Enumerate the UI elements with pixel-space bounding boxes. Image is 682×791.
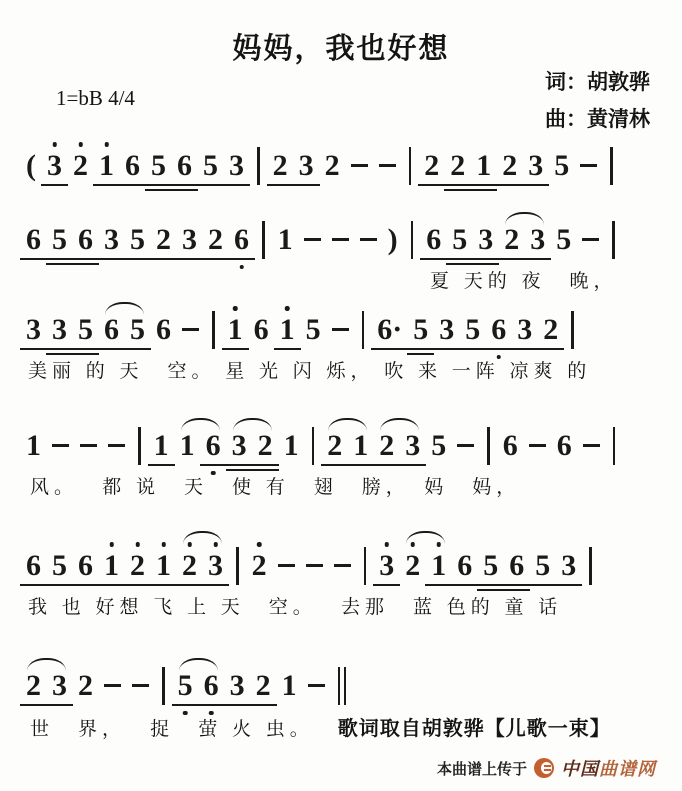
slur-group — [178, 671, 219, 701]
duration-dash — [308, 684, 325, 687]
note: 5 — [52, 225, 67, 255]
underline — [446, 263, 473, 265]
underline — [197, 184, 224, 186]
note: 5 — [203, 151, 218, 181]
lyrics-line-5 — [26, 592, 666, 620]
underline — [470, 189, 497, 191]
barline — [257, 147, 260, 185]
underline — [555, 584, 582, 586]
lyrics-text: 风。 都 说 天 使 有 翅 膀， 妈 妈， — [30, 477, 521, 498]
underline — [226, 464, 253, 466]
barline — [262, 221, 265, 259]
slur-group — [405, 551, 446, 581]
slur-group — [327, 431, 368, 461]
underline — [176, 584, 203, 586]
note: 6 — [426, 225, 441, 255]
note: 3 — [561, 551, 576, 581]
note: 3 — [104, 225, 119, 255]
underline — [444, 189, 471, 191]
underline — [407, 353, 434, 355]
note: 6 — [253, 313, 269, 346]
octave-dot-above — [285, 306, 290, 311]
underline — [46, 353, 73, 355]
underline — [72, 348, 99, 350]
note: 2 — [26, 671, 41, 701]
underline — [176, 258, 203, 260]
underline — [252, 469, 279, 471]
note: 6 — [104, 315, 119, 345]
lyrics-line-4 — [26, 472, 666, 500]
note: 6 — [234, 225, 249, 255]
octave-dot-above — [187, 542, 192, 547]
underline — [150, 584, 177, 586]
barline — [571, 311, 574, 349]
lyrics-text: 世 界， 捉 萤 火 虫。 — [30, 719, 314, 740]
duration-dash — [278, 564, 295, 567]
note: 3 — [405, 431, 420, 461]
underline — [148, 464, 175, 466]
underline — [72, 258, 99, 260]
underline — [200, 464, 227, 466]
note: 1 — [26, 429, 41, 462]
site-name-light: 曲谱网 — [599, 759, 656, 779]
music-line-1 — [26, 144, 666, 188]
note: 3 — [478, 225, 493, 255]
note: 1 — [280, 315, 295, 345]
score-area — [26, 144, 666, 740]
underline — [274, 348, 301, 350]
note: 5 — [130, 315, 145, 345]
note: 2 — [208, 225, 223, 255]
lyrics-source-credit: 歌词取自胡敦骅【儿歌一束】 — [337, 718, 611, 740]
note: 3 — [47, 151, 62, 181]
octave-dot-below — [209, 711, 214, 716]
barline — [610, 147, 613, 185]
barline — [362, 311, 365, 349]
note: 2 — [405, 551, 420, 581]
note: 3 — [517, 315, 532, 345]
underline — [477, 584, 504, 586]
note: 1 — [476, 151, 491, 181]
underline — [459, 348, 486, 350]
octave-dot-below — [496, 355, 501, 360]
duration-dash — [582, 238, 599, 241]
underline — [223, 184, 250, 186]
slur-group — [379, 431, 420, 461]
final-barline — [338, 667, 346, 705]
note: 6 — [204, 671, 219, 701]
note: 3 — [52, 315, 67, 345]
underline — [472, 263, 499, 265]
note: 5 — [556, 223, 572, 256]
note: 6 — [156, 313, 171, 346]
slur-group — [504, 225, 545, 255]
note: 3 — [439, 315, 454, 345]
lyrics-line-2 — [26, 266, 666, 294]
note: 3 — [528, 151, 543, 181]
underline — [145, 189, 172, 191]
note: 6 — [125, 151, 140, 181]
lyrics-line-3 — [26, 356, 666, 384]
lyrics-line-6 — [26, 712, 666, 740]
note: 1 — [99, 151, 114, 181]
note: ) — [387, 223, 398, 256]
note: 2 — [130, 551, 145, 581]
octave-dot-above — [52, 142, 57, 147]
underline — [399, 464, 426, 466]
song-title: 妈妈，我也好想 — [232, 33, 450, 65]
note: 6 — [556, 429, 572, 462]
note: 1 — [353, 431, 368, 461]
duration-dash — [52, 444, 69, 447]
underline — [171, 184, 198, 186]
barline — [212, 311, 215, 349]
note: 2 — [424, 151, 439, 181]
note: 1 — [283, 429, 299, 462]
underline — [46, 348, 73, 350]
underline — [267, 184, 294, 186]
octave-dot-above — [213, 542, 218, 547]
note: 6 — [491, 315, 506, 345]
underline — [20, 584, 47, 586]
octave-dot-below — [211, 471, 216, 476]
note: 2 — [252, 551, 267, 581]
note: 6 — [26, 551, 41, 581]
octave-dot-above — [78, 142, 83, 147]
note: 5 — [305, 313, 321, 346]
underline — [72, 353, 99, 355]
lyrics-text: 美丽 的 天 空。 星 光 闪 烁， 吹 来 一阵 凉爽 的 — [28, 361, 592, 382]
site-name — [561, 755, 656, 781]
underline — [433, 348, 460, 350]
octave-dot-above — [161, 542, 166, 547]
note: 3 — [26, 315, 41, 345]
octave-dot-above — [384, 542, 389, 547]
note: 2 — [450, 151, 465, 181]
barline — [612, 221, 615, 259]
octave-dot-above — [104, 142, 109, 147]
note: 5 — [535, 551, 550, 581]
underline — [498, 258, 525, 260]
underline — [98, 258, 125, 260]
note: 5 — [554, 149, 570, 182]
underline — [503, 589, 530, 591]
underline — [46, 258, 73, 260]
site-name-dark: 中国 — [561, 759, 599, 779]
underline — [446, 258, 473, 260]
note: 6· — [377, 315, 402, 345]
octave-dot-below — [183, 711, 188, 716]
duration-dash — [108, 444, 125, 447]
note: 1 — [277, 223, 293, 256]
note: 3 — [530, 225, 545, 255]
music-line-6 — [26, 664, 666, 708]
note: 5 — [52, 551, 67, 581]
underline — [321, 464, 348, 466]
octave-dot-above — [436, 542, 441, 547]
barline — [162, 667, 165, 705]
underline — [485, 348, 512, 350]
note: 2 — [156, 225, 171, 255]
note: 1 — [154, 431, 169, 461]
octave-dot-above — [233, 306, 238, 311]
octave-dot-above — [135, 542, 140, 547]
duration-dash — [583, 444, 600, 447]
note: 6 — [78, 225, 93, 255]
note: 2 — [73, 151, 88, 181]
underline — [425, 584, 452, 586]
underline — [529, 584, 556, 586]
duration-dash — [360, 238, 377, 241]
underline — [222, 348, 249, 350]
lyricist-credit: 词：胡敦骅 — [545, 71, 650, 94]
note: 6 — [502, 429, 518, 462]
note: 3 — [230, 671, 245, 701]
underline — [41, 184, 68, 186]
note: 2 — [324, 149, 340, 182]
note: 5 — [465, 315, 480, 345]
note: 3 — [182, 225, 197, 255]
note: 5 — [452, 225, 467, 255]
underline — [98, 584, 125, 586]
slur-group — [182, 551, 223, 581]
note: 1 — [156, 551, 171, 581]
duration-dash — [332, 328, 349, 331]
underline — [20, 258, 47, 260]
note: 1 — [431, 551, 446, 581]
duration-dash — [379, 164, 396, 167]
note: 3 — [379, 551, 394, 581]
site-logo-icon — [534, 758, 554, 778]
underline — [46, 704, 73, 706]
note: 5 — [130, 225, 145, 255]
underline — [522, 184, 549, 186]
note: 1 — [104, 551, 119, 581]
note: 1 — [281, 669, 297, 702]
slur-group — [104, 315, 145, 345]
note: 2 — [273, 151, 288, 181]
duration-dash — [580, 164, 597, 167]
underline — [46, 263, 73, 265]
underline — [418, 184, 445, 186]
note: 5 — [413, 315, 428, 345]
underline — [444, 184, 471, 186]
note: 3 — [208, 551, 223, 581]
note: 6 — [26, 225, 41, 255]
underline — [72, 584, 99, 586]
note: 3 — [299, 151, 314, 181]
underline — [252, 464, 279, 466]
underline — [145, 184, 172, 186]
underline — [171, 189, 198, 191]
underline — [373, 464, 400, 466]
watermark — [437, 755, 656, 781]
underline — [496, 184, 523, 186]
underline — [20, 704, 47, 706]
underline — [477, 589, 504, 591]
barline — [409, 147, 412, 185]
composer-credit: 曲：黄清林 — [545, 108, 650, 131]
underline — [46, 584, 73, 586]
duration-dash — [332, 238, 349, 241]
note: 6 — [206, 431, 221, 461]
barline — [613, 427, 616, 465]
duration-dash — [334, 564, 351, 567]
barline — [312, 427, 315, 465]
duration-dash — [104, 684, 121, 687]
underline — [228, 258, 255, 260]
duration-dash — [80, 444, 97, 447]
duration-dash — [182, 328, 199, 331]
note: 5 — [431, 429, 447, 462]
note: 2 — [504, 225, 519, 255]
barline — [411, 221, 414, 259]
duration-dash — [132, 684, 149, 687]
duration-dash — [529, 444, 546, 447]
note: 2 — [379, 431, 394, 461]
note: 6 — [509, 551, 524, 581]
note: 3 — [52, 671, 67, 701]
underline — [202, 584, 229, 586]
underline — [124, 258, 151, 260]
note: 5 — [483, 551, 498, 581]
note: 2 — [256, 671, 271, 701]
note: 2 — [182, 551, 197, 581]
underline — [347, 464, 374, 466]
underline — [472, 258, 499, 260]
barline — [487, 427, 490, 465]
note: 2 — [78, 669, 93, 702]
note: 2 — [327, 431, 342, 461]
slur-group — [26, 671, 67, 701]
underline — [119, 184, 146, 186]
duration-dash — [306, 564, 323, 567]
note: 3 — [232, 431, 247, 461]
underline — [124, 348, 151, 350]
note: 6 — [78, 551, 93, 581]
underline — [98, 348, 125, 350]
duration-dash — [351, 164, 368, 167]
note: 6 — [457, 551, 472, 581]
note: 2 — [502, 151, 517, 181]
underline — [420, 258, 447, 260]
music-line-4 — [26, 424, 666, 468]
underline — [72, 263, 99, 265]
music-line-3 — [26, 308, 666, 352]
underline — [407, 348, 434, 350]
key-signature: 1=bB 4/4 — [56, 86, 135, 110]
music-line-5 — [26, 544, 666, 588]
octave-dot-above — [257, 542, 262, 547]
note: 2 — [543, 315, 558, 345]
barline — [236, 547, 239, 585]
note: 5 — [178, 671, 193, 701]
note: ( — [26, 149, 36, 182]
underline — [250, 704, 277, 706]
underline — [293, 184, 320, 186]
note: 3 — [229, 151, 244, 181]
underline — [20, 348, 47, 350]
underline — [202, 258, 229, 260]
octave-dot-below — [239, 265, 244, 270]
underline — [503, 584, 530, 586]
credits-block — [545, 64, 650, 138]
underline — [224, 704, 251, 706]
lyrics-text: 我 也 好想 飞 上 天 空。 去那 蓝 色的 童 话 — [28, 597, 563, 618]
duration-dash — [304, 238, 321, 241]
octave-dot-above — [109, 542, 114, 547]
underline — [172, 704, 199, 706]
underline — [537, 348, 564, 350]
underline — [371, 348, 408, 350]
note: 5 — [78, 315, 93, 345]
barline — [138, 427, 141, 465]
slur-group — [232, 431, 273, 461]
music-line-2 — [26, 218, 666, 262]
note: 1 — [179, 429, 195, 462]
note: 1 — [228, 315, 243, 345]
duration-dash — [457, 444, 474, 447]
note: 2 — [258, 431, 273, 461]
note: 6 — [177, 151, 192, 181]
underline — [511, 348, 538, 350]
slur-group — [180, 431, 221, 461]
underline — [524, 258, 551, 260]
underline — [150, 258, 177, 260]
underline — [373, 584, 400, 586]
underline — [124, 584, 151, 586]
underline — [198, 704, 225, 706]
underline — [226, 469, 253, 471]
octave-dot-above — [410, 542, 415, 547]
underline — [451, 584, 478, 586]
barline — [364, 547, 367, 585]
underline — [470, 184, 497, 186]
barline — [589, 547, 592, 585]
underline — [93, 184, 120, 186]
upload-note: 本曲谱上传于 — [436, 760, 527, 778]
lyrics-text: 夏 天的 夜 晚， — [430, 271, 618, 292]
note: 5 — [151, 151, 166, 181]
